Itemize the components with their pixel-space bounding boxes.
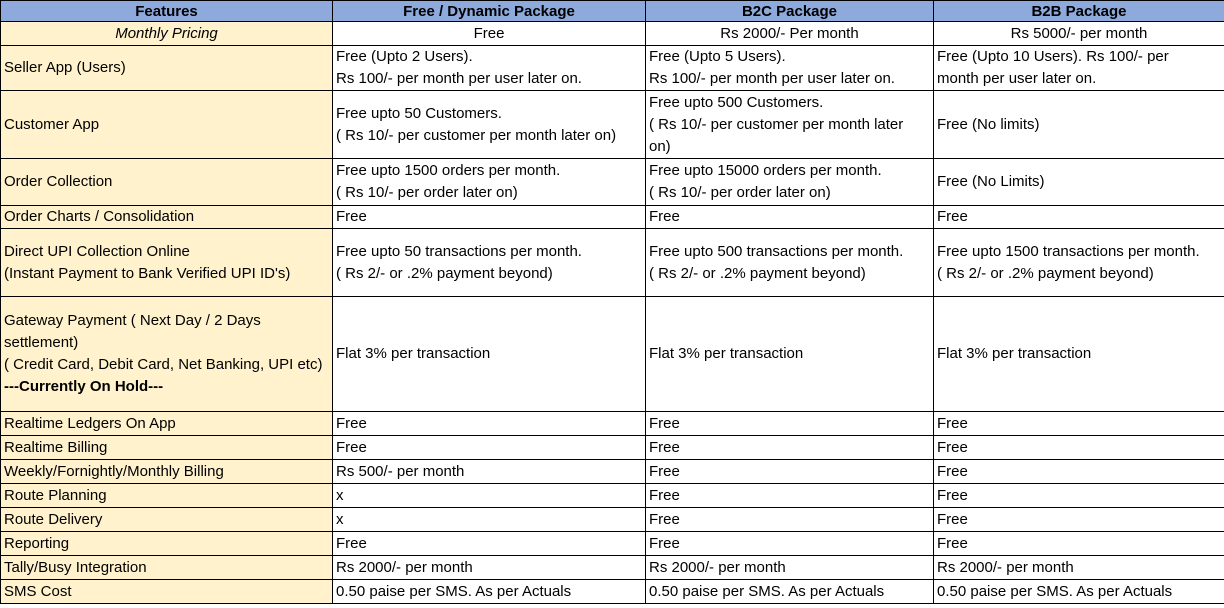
b2b-package-cell-line: Flat 3% per transaction	[937, 345, 1092, 362]
b2b-package-cell-line: Free	[937, 486, 968, 504]
b2c-package-cell	[646, 297, 934, 412]
free-package-cell	[333, 159, 646, 206]
feature-note: ---Currently On Hold---	[4, 378, 164, 395]
feature-cell	[1, 91, 333, 159]
b2b-package-cell-line: ( Rs 2/- or .2% payment beyond)	[937, 264, 1154, 282]
feature-cell-line: Order Charts / Consolidation	[4, 208, 195, 225]
table-row	[1, 556, 1224, 580]
free-package-cell-line: Free upto 50 transactions per month.	[336, 242, 582, 260]
free-package-cell	[333, 91, 646, 159]
b2b-package-cell-line: Free	[937, 510, 968, 528]
b2b-package-cell-line: Rs 2000/- per month	[937, 558, 1074, 576]
b2c-package-cell-line: Free upto 500 Customers.	[649, 93, 824, 111]
free-package-cell-line: Free (Upto 2 Users).	[336, 48, 473, 65]
feature-cell	[1, 508, 333, 532]
b2b-package-cell	[934, 297, 1224, 412]
b2c-package-cell-line: Free	[649, 534, 680, 552]
b2c-package-cell	[646, 46, 934, 91]
b2b-package-cell-line: Free (Upto 10 Users). Rs 100/- per	[937, 48, 1169, 65]
b2c-package-cell-line: Flat 3% per transaction	[649, 345, 804, 362]
b2b-package-cell	[934, 532, 1224, 556]
b2c-package-cell	[646, 206, 934, 229]
feature-cell-line: Realtime Ledgers On App	[4, 414, 176, 432]
feature-cell	[1, 580, 333, 604]
b2c-package-cell	[646, 484, 934, 508]
b2b-package-cell-line: Free (No limits)	[937, 115, 1040, 133]
feature-cell-line: SMS Cost	[4, 582, 72, 600]
b2c-package-cell-line: ( Rs 2/- or .2% payment beyond)	[649, 264, 866, 282]
free-package-cell-line: x	[336, 486, 344, 504]
b2b-package-cell-line: Free	[937, 462, 968, 480]
feature-cell-line: Customer App	[4, 115, 100, 133]
feature-cell-line: Route Planning	[4, 486, 107, 504]
b2b-package-cell-line: Free (No Limits)	[937, 173, 1045, 190]
feature-cell	[1, 46, 333, 91]
pricing-free: Free	[333, 22, 646, 46]
free-package-cell-line: Free	[336, 534, 367, 552]
feature-cell	[1, 297, 333, 412]
feature-cell	[1, 206, 333, 229]
free-package-cell	[333, 532, 646, 556]
free-package-cell-line: ( Rs 10/- per customer per month later on)	[336, 126, 617, 144]
table-row	[1, 412, 1224, 436]
feature-cell	[1, 556, 333, 580]
feature-cell	[1, 412, 333, 436]
b2c-package-cell-line: on)	[649, 137, 671, 155]
free-package-cell	[333, 46, 646, 91]
table-row	[1, 436, 1224, 460]
feature-cell	[1, 460, 333, 484]
feature-cell-line: (Instant Payment to Bank Verified UPI ID's)	[4, 264, 291, 282]
table-row	[1, 159, 1224, 206]
b2b-package-cell-line: Free	[937, 414, 968, 432]
b2b-package-cell	[934, 412, 1224, 436]
feature-cell-line: settlement)	[4, 334, 79, 351]
free-package-cell	[333, 412, 646, 436]
b2c-package-cell-line: 0.50 paise per SMS. As per Actuals	[649, 582, 885, 600]
feature-cell	[1, 159, 333, 206]
pricing-row	[1, 22, 1224, 46]
free-package-cell-line: Flat 3% per transaction	[336, 345, 491, 362]
b2b-package-cell	[934, 46, 1224, 91]
b2b-package-cell	[934, 508, 1224, 532]
b2c-package-cell-line: Rs 100/- per month per user later on.	[649, 70, 895, 87]
b2c-package-cell	[646, 460, 934, 484]
b2c-package-cell	[646, 229, 934, 297]
feature-cell-line: ( Credit Card, Debit Card, Net Banking, UPI etc)	[4, 356, 323, 373]
free-package-cell	[333, 229, 646, 297]
b2c-package-cell	[646, 556, 934, 580]
b2b-package-cell-line: 0.50 paise per SMS. As per Actuals	[937, 582, 1173, 600]
free-package-cell-line: Free	[336, 438, 367, 456]
free-package-cell	[333, 206, 646, 229]
free-package-cell-line: Free upto 1500 orders per month.	[336, 162, 561, 179]
free-package-cell-line: x	[336, 510, 344, 528]
free-package-cell-line: Rs 500/- per month	[336, 462, 465, 480]
b2c-package-cell	[646, 532, 934, 556]
b2c-package-cell-line: Free	[649, 438, 680, 456]
table-row	[1, 580, 1224, 604]
free-package-cell	[333, 436, 646, 460]
b2b-package-cell-line: Free	[937, 534, 968, 552]
table-row	[1, 460, 1224, 484]
table-row	[1, 508, 1224, 532]
b2c-package-cell-line: Rs 2000/- per month	[649, 558, 786, 576]
b2c-package-cell-line: ( Rs 10/- per customer per month later	[649, 115, 904, 133]
b2b-package-cell	[934, 460, 1224, 484]
feature-cell-line: Direct UPI Collection Online	[4, 242, 190, 260]
header-features: Features	[1, 1, 333, 22]
pricing-label: Monthly Pricing	[1, 22, 333, 46]
free-package-cell-line: Free upto 50 Customers.	[336, 104, 502, 122]
table-row	[1, 46, 1224, 91]
header-b2c-package: B2C Package	[646, 1, 934, 22]
feature-cell-line: Gateway Payment ( Next Day / 2 Days	[4, 312, 261, 329]
feature-cell	[1, 532, 333, 556]
free-package-cell-line: Rs 2000/- per month	[336, 558, 473, 576]
b2c-package-cell	[646, 159, 934, 206]
b2b-package-cell-line: Free	[937, 438, 968, 456]
b2b-package-cell	[934, 580, 1224, 604]
feature-cell-line: Order Collection	[4, 173, 113, 190]
b2c-package-cell-line: Free	[649, 208, 680, 225]
free-package-cell-line: ( Rs 10/- per order later on)	[336, 184, 518, 201]
free-package-cell-line: Free	[336, 208, 367, 225]
free-package-cell	[333, 484, 646, 508]
feature-cell-line: Tally/Busy Integration	[4, 558, 147, 576]
free-package-cell-line: Rs 100/- per month per user later on.	[336, 70, 582, 87]
b2c-package-cell-line: Free upto 500 transactions per month.	[649, 242, 904, 260]
table-row	[1, 532, 1224, 556]
free-package-cell-line: 0.50 paise per SMS. As per Actuals	[336, 582, 572, 600]
b2c-package-cell-line: ( Rs 10/- per order later on)	[649, 184, 831, 201]
pricing-b2c: Rs 2000/- Per month	[646, 22, 934, 46]
b2c-package-cell-line: Free upto 15000 orders per month.	[649, 162, 882, 179]
header-row	[1, 1, 1224, 22]
feature-cell	[1, 436, 333, 460]
b2c-package-cell	[646, 412, 934, 436]
feature-cell	[1, 229, 333, 297]
b2b-package-cell-line: Free upto 1500 transactions per month.	[937, 242, 1200, 260]
b2b-package-cell	[934, 484, 1224, 508]
b2c-package-cell	[646, 436, 934, 460]
b2c-package-cell-line: Free	[649, 414, 680, 432]
b2c-package-cell	[646, 91, 934, 159]
b2b-package-cell-line: month per user later on.	[937, 70, 1097, 87]
table-row	[1, 297, 1224, 412]
pricing-b2b: Rs 5000/- per month	[934, 22, 1224, 46]
feature-cell-line: Route Delivery	[4, 510, 103, 528]
free-package-cell-line: Free	[336, 414, 367, 432]
free-package-cell	[333, 460, 646, 484]
free-package-cell	[333, 580, 646, 604]
feature-cell	[1, 484, 333, 508]
b2c-package-cell-line: Free	[649, 510, 680, 528]
feature-cell-line: Reporting	[4, 534, 70, 552]
free-package-cell	[333, 556, 646, 580]
b2b-package-cell	[934, 91, 1224, 159]
table-row	[1, 229, 1224, 297]
b2b-package-cell	[934, 206, 1224, 229]
free-package-cell	[333, 508, 646, 532]
table-body	[1, 22, 1224, 604]
table-row	[1, 206, 1224, 229]
b2c-package-cell-line: Free	[649, 462, 680, 480]
b2c-package-cell-line: Free (Upto 5 Users).	[649, 48, 786, 65]
b2c-package-cell	[646, 508, 934, 532]
header-b2b-package: B2B Package	[934, 1, 1224, 22]
b2b-package-cell	[934, 556, 1224, 580]
b2b-package-cell	[934, 229, 1224, 297]
b2b-package-cell	[934, 436, 1224, 460]
b2c-package-cell	[646, 580, 934, 604]
header-free-package: Free / Dynamic Package	[333, 1, 646, 22]
b2b-package-cell-line: Free	[937, 208, 968, 225]
feature-cell-line: Weekly/Fornightly/Monthly Billing	[4, 462, 224, 480]
b2c-package-cell-line: Free	[649, 486, 680, 504]
free-package-cell-line: ( Rs 2/- or .2% payment beyond)	[336, 264, 553, 282]
free-package-cell	[333, 297, 646, 412]
table-row	[1, 484, 1224, 508]
table-row	[1, 91, 1224, 159]
feature-cell-line: Seller App (Users)	[4, 59, 126, 76]
b2b-package-cell	[934, 159, 1224, 206]
feature-cell-line: Realtime Billing	[4, 438, 108, 456]
